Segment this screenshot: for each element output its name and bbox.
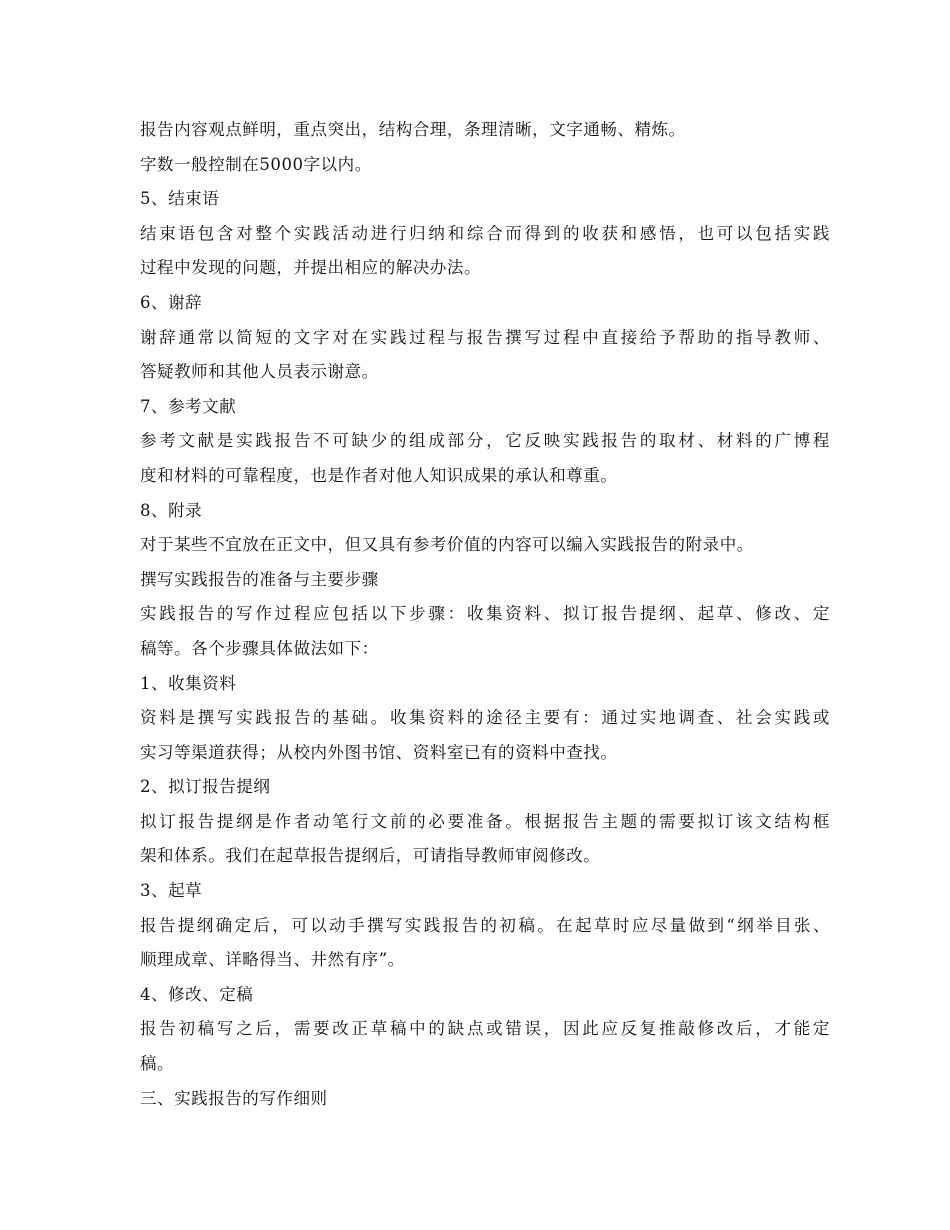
paragraph-line: 实践报告的写作过程应包括以下步骤：收集资料、拟订报告提纲、起草、修改、定 xyxy=(140,604,830,624)
paragraph-line: 度和材料的可靠程度，也是作者对他人知识成果的承认和尊重。 xyxy=(140,465,618,485)
section-heading: 1、收集资料 xyxy=(140,673,237,693)
paragraph-line: 拟订报告提纲是作者动笔行文前的必要准备。根据报告主题的需要拟订该文结构框 xyxy=(140,811,830,831)
section-heading: 4、修改、定稿 xyxy=(140,984,254,1004)
paragraph-line: 报告提纲确定后，可以动手撰写实践报告的初稿。在起草时应尽量做到“纲举目张、 xyxy=(140,915,830,935)
paragraph-line: 报告初稿写之后，需要改正草稿中的缺点或错误，因此应反复推敲修改后，才能定 xyxy=(140,1019,830,1039)
paragraph-line: 字数一般控制在5000字以内。 xyxy=(140,154,372,174)
section-heading: 6、谢辞 xyxy=(140,292,203,312)
section-heading: 7、参考文献 xyxy=(140,396,237,416)
paragraph-line: 过程中发现的问题，并提出相应的解决办法。 xyxy=(140,258,481,278)
paragraph-line: 结束语包含对整个实践活动进行归纳和综合而得到的收获和感悟，也可以包括实践 xyxy=(140,223,830,243)
paragraph-line: 报告内容观点鲜明，重点突出，结构合理，条理清晰，文字通畅、精炼。 xyxy=(140,120,686,139)
paragraph-line: 顺理成章、详略得当、井然有序”。 xyxy=(140,950,405,970)
section-heading: 三、实践报告的写作细则 xyxy=(140,1088,328,1108)
section-heading: 8、附录 xyxy=(140,500,203,520)
paragraph-line: 谢辞通常以简短的文字对在实践过程与报告撰写过程中直接给予帮助的指导教师、 xyxy=(140,327,830,347)
paragraph-line: 对于某些不宜放在正文中，但又具有参考价值的内容可以编入实践报告的附录中。 xyxy=(140,535,754,555)
section-heading: 撰写实践报告的准备与主要步骤 xyxy=(140,569,379,589)
paragraph-line: 答疑教师和其他人员表示谢意。 xyxy=(140,362,379,382)
section-heading: 2、拟订报告提纲 xyxy=(140,777,271,797)
section-heading: 5、结束语 xyxy=(140,189,220,209)
paragraph-line: 资料是撰写实践报告的基础。收集资料的途径主要有：通过实地调查、社会实践或 xyxy=(140,708,830,728)
paragraph-line: 稿。 xyxy=(140,1054,175,1074)
paragraph-line: 参考文献是实践报告不可缺少的组成部分，它反映实践报告的取材、材料的广博程 xyxy=(140,431,830,451)
document-body xyxy=(140,113,830,1116)
section-heading: 3、起草 xyxy=(140,881,203,901)
paragraph-line: 实习等渠道获得；从校内外图书馆、资料室已有的资料中查找。 xyxy=(140,742,618,762)
paragraph-line: 稿等。各个步骤具体做法如下： xyxy=(140,638,379,658)
paragraph-line: 架和体系。我们在起草报告提纲后，可请指导教师审阅修改。 xyxy=(140,846,601,866)
